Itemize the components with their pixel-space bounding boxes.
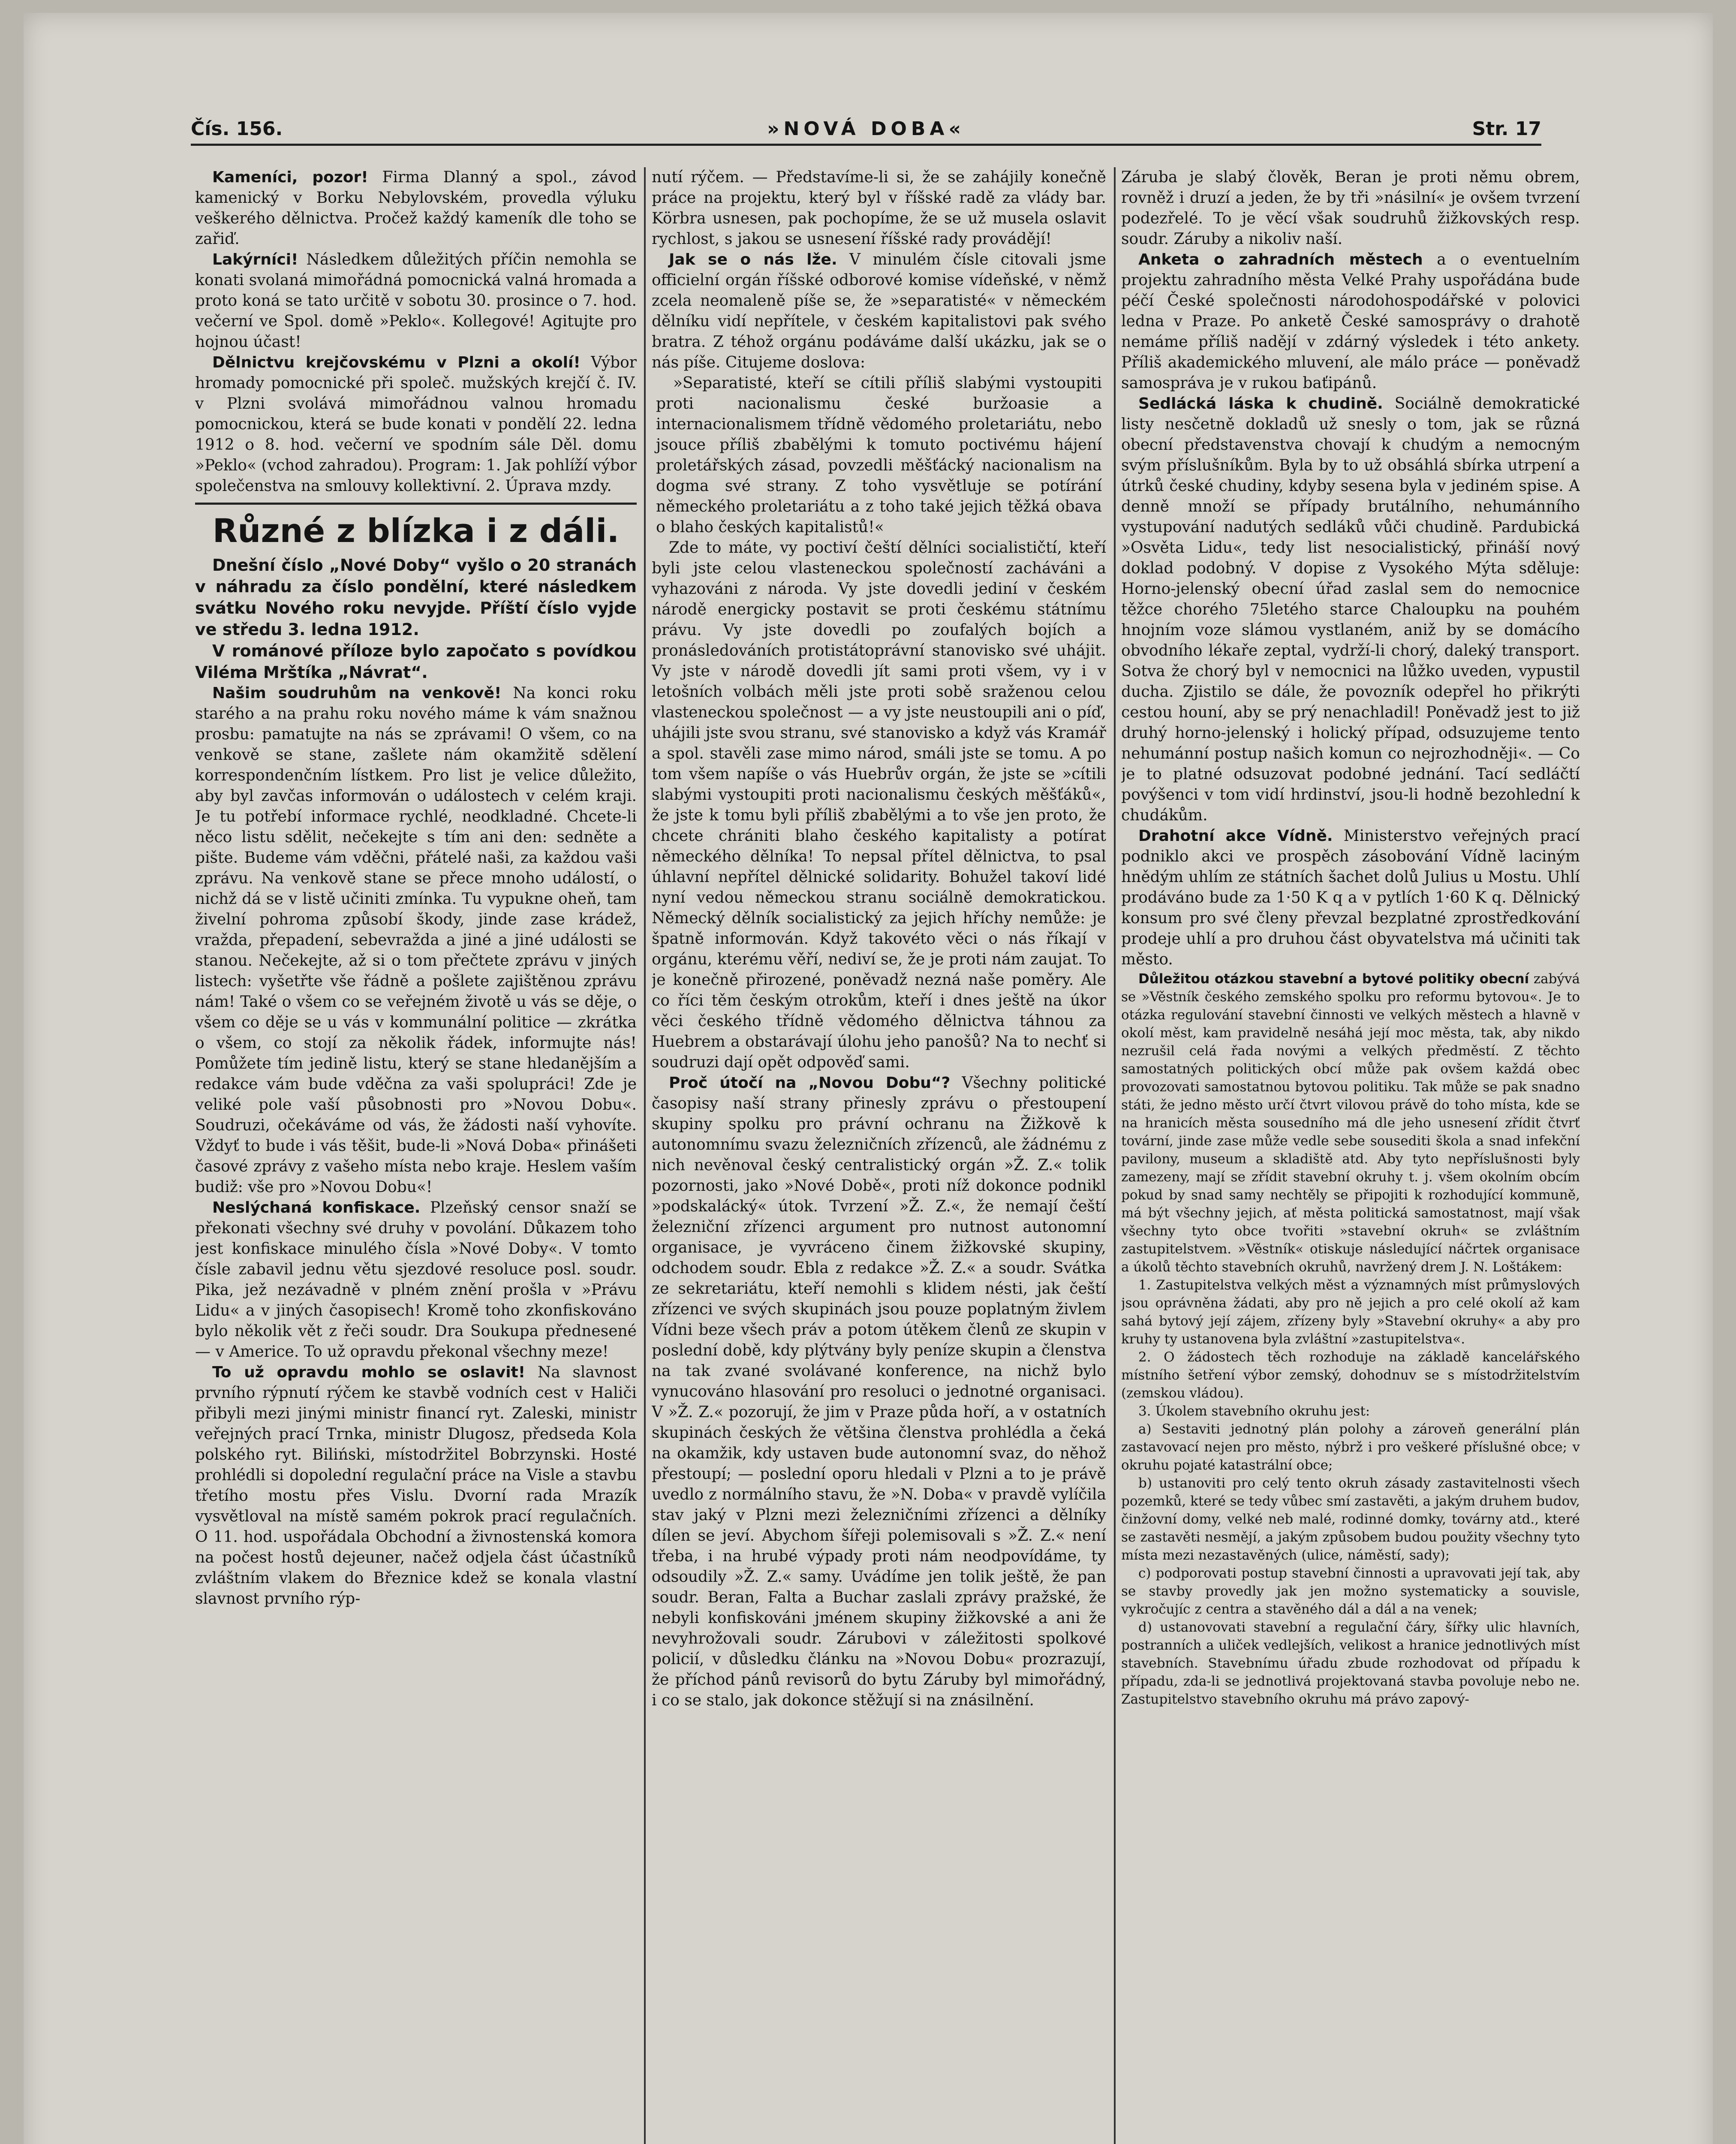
notice: V románové příloze bylo započato s povídkou Viléma Mrštíka „Návrat“. <box>195 641 637 682</box>
article-text: Na slavnost prvního rýpnutí rýčem ke stavbě vodních cest v Haliči přibyli mezi jinými ministr financí ryt. Zaleski, ministr veřejných prací Trnka, ministr Dlugosz, předseda Kola polského ryt. Biliński, místodržitel Bobrzynski. Hosté prohlédli si dopolední regulační práce na Visle a stavbu třetího mostu přes Vislu. Dvorní rada Mrazík vysvětloval na místě samém pokrok prací regulačních. O 11. hod. uspořádala Obchodní a živnostenská komora na počest hostů dejeuner, načež odjela část účastníků zvláštním vlakem do Březnice kdež se konala vlastní slavnost prvního rýp- <box>195 1364 637 1608</box>
article-text: Výbor hromady pomocnické při společ. mužských krejčí č. IV. v Plzni svolává mimořádnou valnou hromadu pomocnickou, která se bude konati v pondělí 22. ledna 1912 o 8. hod. večerní ve spodním sále Děl. domu »Peklo« (vchod zahradou). Program: 1. Jak pohlíží výbor společenstva na smlouvy kollektivní. 2. Úprava mzdy. <box>195 354 637 495</box>
article-text: a o eventuelním projektu zahradního města Velké Prahy uspořádána bude péčí České společnosti národohospodářské v polovici ledna v Praze. Po anketě České samosprávy o drahotě nemáme příliš nadějí v zdárný výsledek i této ankety. Příliš akademického mluvení, ale málo práce — poněvadž samospráva je v rukou baťipánů. <box>1121 251 1580 392</box>
article-heading: Jak se o nás lže. <box>669 251 837 268</box>
list-item: a) Sestaviti jednotný plán polohy a zároveň generální plán zastavovací nejen pro město, nýbrž i pro veškeré příslušné obce; v okruhu pojaté katastrální obce; <box>1121 1421 1580 1473</box>
article-text: Zde to máte, vy poctiví čeští dělníci socialističtí, kteří byli jste celou vlasteneckou společností zacháváni a vyhazováni z národa. Vy jste dovedli jediní v českém národě energicky postavit se proti českému státnímu právu. Vy jste dovedli po zoufalých bojích a pronásledováních protistátoprávní stanovisko své uhájit. Vy jste v národě dovedli jít sami proti všem, vy i v letošních volbách měli jste proti sobě sraženou celou vlasteneckou společnost — a vy jste neustoupili ani o píď, uhájili jste svou stranu, své stanovisko a když vás Kramář a spol. stavěli zase mimo národ, smáli jste se tomu. A po tom všem napíše o vás Huebrův orgán, že jste se »cítili slabými vystoupiti proti nacionalismu českých měšťáků«, že jste k tomu byli příliš zbabělými a to vše jen proto, že chcete chrániti blaho českého kapitalisty a potírat německého dělníka! To nepsal přítel dělnictva, to psal úhlavní nepřítel dělnické solidarity. Bohužel takoví lidé nyní vedou německou stranu sociálně demokratickou. Německý dělník socialistický za jejich hříchy nemůže: je špatně informován. Když takovéto věci o nás říkají v orgánu, kterému věří, nediví se, že je proti nám zaujat. To je konečně přirozené, poněvadž nezná naše poměry. Ale co říci těm českým otrokům, kteří i dnes ještě na úkor věci českého třídně vědomého dělnictva táhnou za Huebrem a obstarávají úlohu jeho panošů? Na to nechť si soudruzi dají opět odpověď sami. <box>652 539 1106 1071</box>
article <box>195 250 637 352</box>
article-text: Plzeňský censor snaží se překonati všechny své druhy v povolání. Důkazem toho jest konfiskace minulého čísla »Nové Doby«. V tomto čísle zabavil jednu větu sjezdové resoluce posl. soudr. Pika, jež nezávadně v plném znění prošla v »Právu Lidu« a v jiných časopisech! Kromě toho zkonfiskováno bylo několik vět z řeči soudr. Dra Soukupa přednesené — v Americe. To už opravdu překonal všechny meze! <box>195 1199 637 1361</box>
list-item: c) podporovati postup stavební činnosti a upravovati její tak, aby se stavby provedly jak jen možno systematicky a souvisle, vykročujíc z centra a stavěného dál a dál a na venek; <box>1121 1566 1580 1617</box>
article-text: V minulém čísle citovali jsme officielní orgán říšské odborové komise vídeňské, v němž zcela neomaleně píše se, že »separatisté« v německém dělníku vidí nepřítele, v českém kapitalistovi pak svého bratra. Z téhož orgánu podáváme další ukázku, jak se o nás píše. Citujeme doslova: <box>652 251 1106 371</box>
article-heading: Kameníci, pozor! <box>212 169 368 186</box>
article <box>195 683 637 1198</box>
article <box>195 352 637 497</box>
article-heading: Důležitou otázkou stavební a bytové politiky obecní <box>1138 971 1529 987</box>
article-heading: Lakýrníci! <box>212 251 298 268</box>
issue-number: Čís. 156. <box>191 118 283 140</box>
article-text: nutí rýčem. — Představíme-li si, že se zahájily konečně práce na projektu, který byl v říšské radě za vlády bar. Körbra usnesen, pak pochopíme, že se už musela oslavit rychlost, s jakou se usnesení říšské rady provádějí! <box>652 169 1106 248</box>
article <box>195 1198 637 1362</box>
list-item: 2. O žádostech těch rozhoduje na základě kancelářského místního šetření výbor zemský, dohodnuv se s místodržitelstvím (zemskou vládou). <box>1121 1349 1580 1401</box>
article <box>652 250 1106 373</box>
article-text: Všechny politické časopisy naší strany přinesly zprávu o přestoupení skupiny spolku pro právní ochranu na Žižkově k autonomnímu svazu železničních zřízenců, ale žádnému z nich nevěnoval český centralistický orgán »Ž. Z.« tolik pozornosti, jako »Nové Době«, proti níž dokonce podnikl »podskalácký« útok. Tvrzení »Ž. Z.«, že nemají čeští železniční zřízenci argument pro nutnost autonomní organisace, je vyvráceno činem žižkovské skupiny, odchodem soudr. Ebla z redakce »Ž. Z.« a soudr. Svátka ze sekretariátu, kteří nemohli s klidem nésti, jak čeští zřízenci ve svých skupinách jsou pouze poplatným živlem Vídni beze všech práv a potom útěkem členů ze skupin v poslední době, kdy plýtvány byly peníze skupin a členstva na tak zvané svolávané konference, na nichž bylo vynucováno hlasování pro resoluci o jednotné organisaci. V »Ž. Z.« pozorují, že jim v Praze půda hoří, a v ostatních skupinách českých že většina členstva prohlédla a čeká na okamžik, kdy ustaven bude autonomní svaz, do něhož přestoupí; — poslední oporu hledali v Plzni a to je právě uvedlo z normálního stavu, že »N. Doba« v pravdě vylíčila stav jaký v Plzni mezi železničními zřízenci a dělníky dílen se jeví. Abychom šířeji polemisovali s »Ž. Z.« není třeba, i na hrubé výpady proti nám neodpovídáme, ty odsoudily »Ž. Z.« samy. Uvádíme jen tolik ještě, že pan soudr. Beran, Falta a Buchar zaslali zprávy pražské, že nebyli konfiskováni jménem skupiny žižkovské a ani že nevyhrožovali soudr. Zárubovi v záležitosti spolkové policií, v důsledku článku na »Novou Dobu« prozrazují, že příchod pánů revisorů do bytu Záruby byl mimořádný, i co se stalo, jak dokonce stěžují si na znásilnění. <box>652 1074 1106 1709</box>
article <box>1121 394 1580 826</box>
column-2 <box>652 167 1106 2144</box>
masthead-title: »NOVÁ DOBA« <box>767 118 965 140</box>
column-rule <box>1114 167 1116 2144</box>
article-heading: Drahotní akce Vídně. <box>1138 827 1333 845</box>
column-1 <box>195 167 637 2144</box>
article-text: Záruba je slabý člověk, Beran je proti němu obrem, rovněž i druzí a jeden, že by tři »násilní« je ovšem tvrzení podezřelé. To je věcí však soudruhů žižkovských resp. soudr. Záruby a nikoliv naší. <box>1121 169 1580 248</box>
newspaper-page <box>24 13 1713 2144</box>
article-text: Ministerstvo veřejných prací podniklo akci ve prospěch zásobování Vídně laciným hnědým uhlím ze státních šachet dolů Julius u Mostu. Uhlí prodáváno bude za 1·50 K q a v pytlích 1·60 K q. Dělnický konsum pro své členy převzal bezplatné zprostředkování prodeje uhlí a pro druhou část obyvatelstva má učiniti tak město. <box>1121 827 1580 968</box>
article <box>1121 826 1580 970</box>
article <box>195 1362 637 1609</box>
page-number: Str. 17 <box>1472 118 1541 140</box>
article-heading: Dělnictvu krejčovskému v Plzni a okolí! <box>212 354 581 371</box>
list-item: b) ustanoviti pro celý tento okruh zásady zastavitelnosti všech pozemků, které se tedy vůbec smí zastavěti, a jakým druhem budov, činžovní domy, velké neb malé, rodinné domky, továrny atd., které se zastavěti nesmějí, a jakým způsobem budou použity všechny tyto místa mezi nezastavěných (ulice, náměstí, sady); <box>1121 1476 1580 1563</box>
notice: Dnešní číslo „Nové Doby“ vyšlo o 20 stranách v náhradu za číslo pondělní, které následkem svátku Nového roku nevyjde. Příští číslo vyjde ve středu 3. ledna 1912. <box>195 556 637 639</box>
article-heading: Sedlácká láska k chudině. <box>1138 395 1383 413</box>
article <box>652 1073 1106 1711</box>
list-item: 1. Zastupitelstva velkých měst a významných míst průmyslových jsou oprávněna žádati, aby pro ně jejich a pro celé okolí až kam sahá bytový její zájem, zřízeny byly »Stavební okruhy« a aby pro kruhy ty ustanovena byla zvláštní »zastupitelstva«. <box>1121 1277 1580 1347</box>
article-text: Následkem důležitých příčin nemohla se konati svolaná mimořádná pomocnická valná hromada a proto koná se tato určitě v sobotu 30. prosince o 7. hod. večerní ve Spol. domě »Peklo«. Kollegové! Agitujte pro hojnou účast! <box>195 251 637 351</box>
article-heading: Neslýchaná konfiskace. <box>212 1199 421 1217</box>
article-text: zabývá se »Věstník českého zemského spolku pro reformu bytovou«. Je to otázka regulování stavební činnosti ve velkých městech a hlavně v okolí měst, kam pravidelně nesáhá její moc města, tak, aby nikdo nezrušil celá řada novými a velkých předměstí. Z těchto samostatných politických obcí může pak ovšem každá obec provozovati samostatnou bytovou politiku. Tak může se pak snadno státi, že jedno město určí čtvrt vilovou právě do toho místa, kde se na hranicích města sousedního má dle jeho usnesení zřídit čtvrť tovární, jinde zase může vedle sebe sousediti škola a snad infekční pavilony, museum a skladiště atd. Aby tyto nepříslušnosti byly zamezeny, mají se zřídit stavební okruhy t. j. všem okolním obcím pokud by snad samy nechtěly se připojiti k rozhodující kommuně, má být všechny jejich, ať města politická samostatnost, mají však všechny tyto obce tvořiti »stavební okruh« se zvláštním zastupitelstvem. »Věstník« otiskuje následující náčrtek organisace a úkolů těchto stavebních okruhů, navržený drem J. N. Loštákem: <box>1121 971 1580 1275</box>
article <box>1121 250 1580 394</box>
article-text: Sociálně demokratické listy nesčetně dokladů už snesly o tom, jak se různá obecní představenstva chovají k chudým a nemocným svým příslušníkům. Byla by to už obsáhlá sbírka utrpení a útrků české chudiny, kdyby sesena byla v jediném spise. A denně množí se případy brutálního, nehumánního vystupování nadutých sedláků vůči chudině. Pardubická »Osvěta Lidu«, tedy list nesocialistický, přináší nový doklad podobný. V dopise z Vysokého Mýta sděluje: Horno-jelenský obecní úřad zaslal sem do nemocnice těžce chorého 75letého starce Chaloupku na pouhém hnojním voze slámou vystlaném, aniž by se domácího obvodního lékaře zeptal, vydrží-li chorý, daleký transport. Sotva že chorý byl v nemocnici na lůžko uveden, vypustil ducha. Zjistilo se dále, že povozník odepřel ho přikrýti cestou houní, aby se prý nenachladil! Poněvadž jest to již druhý horno-jelenský i holický případ, odsuzujeme tento nehumánní postup našich komun co nejrozhodněji«. — Co je to platné odsuzovat podobné jednání. Tací sedláčtí povýšenci v tom vidí hrdinství, jsou-li hodně bezohlední k chudákům. <box>1121 395 1580 824</box>
article <box>1121 970 1580 1276</box>
article-text: Firma Dlanný a spol., závod kamenický v Borku Nebylovském, provedla výluku veškerého dělnictva. Pročež každý kameník dle toho se zařiď. <box>195 169 637 248</box>
section-title: Různé z blízka i z dáli. <box>195 503 637 550</box>
article-heading: Našim soudruhům na venkově! <box>212 684 502 702</box>
page-header <box>191 114 1541 146</box>
list-item: d) ustanovovati stavební a regulační čáry, šířky ulic hlavních, postranních a uliček vedlejších, velikost a hranice jednotlivých míst stavebních. Stavebnímu úřadu zbude rozhodovat od případu k případu, zda-li se jednotlivá projektovaná stavba povoluje nebo ne. Zastupitelstvo stavebního okruhu má právo zapový- <box>1121 1620 1580 1707</box>
column-3 <box>1121 167 1580 2144</box>
list-item: 3. Úkolem stavebního okruhu jest: <box>1138 1403 1370 1419</box>
quotation: »Separatisté, kteří se cítili příliš slabými vystoupiti proti nacionalismu české buržoasie a internacionalismem třídně vědomého proletariátu, nebo jsouce příliš zbabělými k tomuto poctivému hájení proletářských zásad, povzedli měšťácký nacionalism na dogma své strany. Z toho vysvětluje se potírání německého proletariátu a z toho také jejich těžká obava o blaho českých kapitalistů!« <box>656 374 1102 536</box>
article <box>195 167 637 250</box>
article-heading: To už opravdu mohlo se oslavit! <box>212 1364 526 1381</box>
article-text: Na konci roku starého a na prahu roku nového máme k vám snažnou prosbu: pamatujte na nás se zprávami! O všem, co na venkově se stane, zašlete nám okamžitě sdělení korrespondenčním lístkem. Pro list je velice důležito, aby byl zavčas informován o událostech v celém kraji. Je tu potřebí informace rychlé, neodkladné. Chcete-li něco listu sdělit, nečekejte s tím ani den: sedněte a pište. Budeme vám vděčni, přátelé naši, za každou vaši zprávu. Na venkově stane se přece mnoho událostí, o nichž dá se v listě učiniti zmínka. Tu vypukne oheň, tam živelní pohroma způsobí škody, jinde zase krádež, vražda, přepadení, sebevražda a jiné a jiné události se stanou. Nečekejte, až si o tom přečtete zprávu v jiných listech: vyšetřte vše řádně a pošlete zajištěnou zprávu nám! Také o všem co se veřejném životě u vás se děje, o všem co děje se u vás v kommunální politice — zkrátka o všem, co stojí za několik řádek, informujte nás! Pomůžete tím jedině listu, který se stane hledanějším a redakce vám bude vděčna za vaši spolupráci! Zde je veliké pole vaší působnosti pro »Novou Dobu«. Soudruzi, očekáváme od vás, že žádosti naší vyhovíte. Vždyť to bude i vás těšit, bude-li »Nová Doba« přinášeti časové zprávy z vašeho místa nebo kraje. Heslem vaším budiž: vše pro »Novou Dobu«! <box>195 684 637 1196</box>
article-heading: Anketa o zahradních městech <box>1138 251 1423 268</box>
article-heading: Proč útočí na „Novou Dobu“? <box>669 1074 951 1092</box>
column-rule <box>644 167 646 2144</box>
